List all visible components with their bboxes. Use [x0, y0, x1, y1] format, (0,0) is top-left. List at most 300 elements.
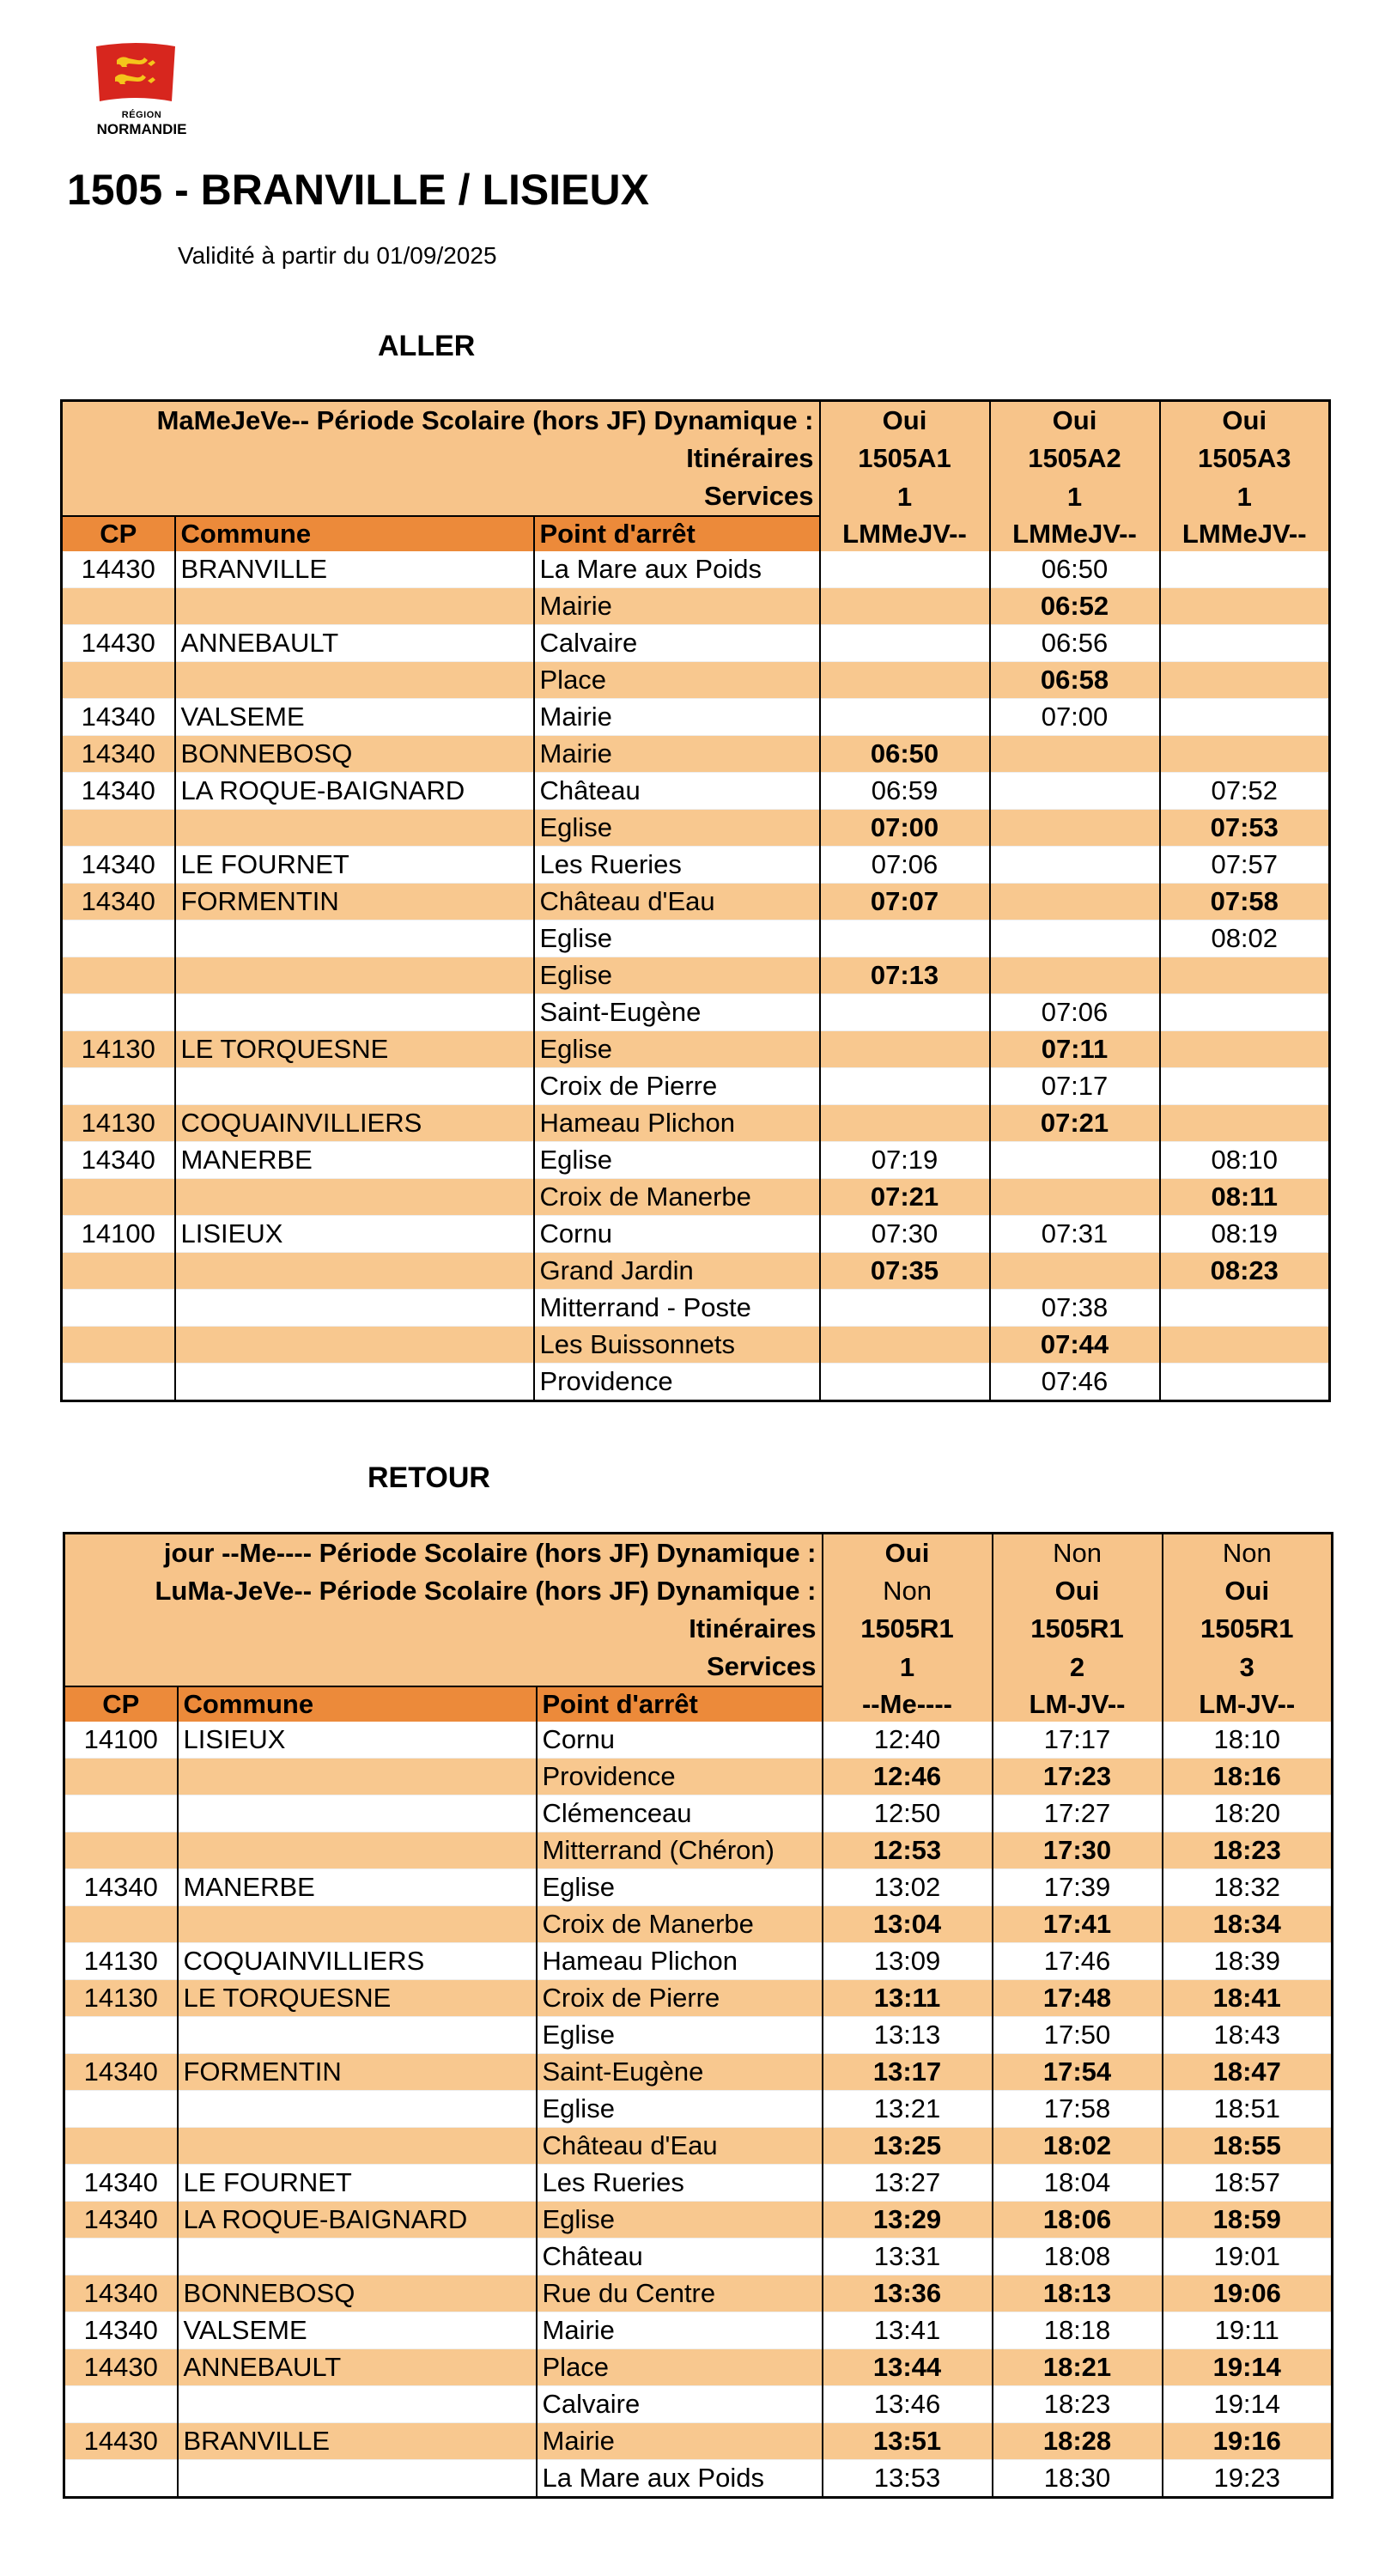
header-value: 1505R1 — [823, 1610, 993, 1648]
cell-stop: Les Buissonnets — [534, 1327, 820, 1364]
cell-commune: BRANVILLE — [175, 551, 534, 588]
cell-time: 13:53 — [823, 2460, 993, 2498]
cell-commune — [175, 1364, 534, 1401]
cell-time — [820, 1290, 990, 1327]
cell-time: 18:30 — [993, 2460, 1163, 2498]
cell-stop: Croix de Manerbe — [534, 1179, 820, 1216]
cell-time: 17:17 — [993, 1722, 1163, 1759]
cell-stop: Eglise — [537, 1869, 823, 1906]
cell-time: 06:56 — [990, 625, 1160, 662]
header-value: Oui — [993, 1572, 1163, 1610]
cell-time: 19:06 — [1163, 2275, 1333, 2312]
cell-time — [820, 1031, 990, 1068]
cell-cp: 14340 — [64, 2054, 178, 2091]
header-value: 1505A3 — [1160, 440, 1330, 477]
cell-time: 13:25 — [823, 2128, 993, 2165]
cell-time — [990, 920, 1160, 957]
table-row — [62, 1364, 1330, 1401]
table-row — [64, 2386, 1333, 2423]
table-row — [62, 920, 1330, 957]
header-value: Non — [993, 1534, 1163, 1573]
cell-time: 07:06 — [820, 847, 990, 884]
retour-column-header-row — [64, 1686, 1333, 1722]
cell-time — [1160, 699, 1330, 736]
cell-cp: 14130 — [64, 1980, 178, 2017]
aller-header-row-dynamic — [62, 401, 1330, 440]
cell-time: 13:04 — [823, 1906, 993, 1943]
table-row — [62, 1068, 1330, 1105]
table-row — [62, 884, 1330, 920]
table-row — [62, 736, 1330, 773]
header-label: Itinéraires — [64, 1610, 823, 1648]
cell-time: 12:53 — [823, 1832, 993, 1869]
cell-time: 07:06 — [990, 994, 1160, 1031]
header-value: 1 — [1160, 477, 1330, 516]
table-row — [62, 1327, 1330, 1364]
cell-time: 13:11 — [823, 1980, 993, 2017]
cell-time: 19:16 — [1163, 2423, 1333, 2460]
cell-cp: 14130 — [64, 1943, 178, 1980]
cell-time — [820, 1327, 990, 1364]
table-row — [62, 1142, 1330, 1179]
cell-commune: LE FOURNET — [175, 847, 534, 884]
cell-time: 12:46 — [823, 1759, 993, 1795]
cell-cp: 14100 — [62, 1216, 175, 1253]
cell-commune — [178, 1906, 537, 1943]
cell-stop: Cornu — [537, 1722, 823, 1759]
column-header-stop: Point d'arrêt — [534, 516, 820, 551]
header-label: Services — [62, 477, 820, 516]
cell-commune: MANERBE — [178, 1869, 537, 1906]
cell-time: 13:41 — [823, 2312, 993, 2349]
cell-time: 18:10 — [1163, 1722, 1333, 1759]
aller-section-title: ALLER — [378, 330, 476, 362]
table-row — [64, 2275, 1333, 2312]
cell-time: 18:51 — [1163, 2091, 1333, 2128]
cell-commune: LISIEUX — [178, 1722, 537, 1759]
cell-time — [1160, 957, 1330, 994]
header-value: Oui — [1163, 1572, 1333, 1610]
cell-time: 13:46 — [823, 2386, 993, 2423]
cell-time — [1160, 551, 1330, 588]
cell-cp: 14340 — [64, 2165, 178, 2202]
header-value: Non — [823, 1572, 993, 1610]
cell-stop: Croix de Manerbe — [537, 1906, 823, 1943]
cell-commune: BONNEBOSQ — [178, 2275, 537, 2312]
cell-cp: 14430 — [62, 551, 175, 588]
cell-time: 18:34 — [1163, 1906, 1333, 1943]
table-row — [64, 1943, 1333, 1980]
table-row — [62, 1105, 1330, 1142]
header-value: Oui — [1160, 401, 1330, 440]
table-row — [64, 2128, 1333, 2165]
cell-cp — [64, 1906, 178, 1943]
cell-stop: Croix de Pierre — [537, 1980, 823, 2017]
cell-commune — [178, 1759, 537, 1795]
cell-stop: Mairie — [534, 736, 820, 773]
header-value: 3 — [1163, 1648, 1333, 1686]
cell-time: 07:17 — [990, 1068, 1160, 1105]
cell-time: 19:11 — [1163, 2312, 1333, 2349]
header-value: Non — [1163, 1534, 1333, 1573]
table-row — [62, 1179, 1330, 1216]
cell-cp — [64, 2386, 178, 2423]
cell-time: 18:13 — [993, 2275, 1163, 2312]
cell-time: 17:58 — [993, 2091, 1163, 2128]
table-row — [62, 847, 1330, 884]
cell-time: 18:18 — [993, 2312, 1163, 2349]
cell-commune — [175, 994, 534, 1031]
cell-commune — [175, 920, 534, 957]
cell-cp: 14340 — [62, 847, 175, 884]
table-row — [64, 2202, 1333, 2239]
cell-commune: BRANVILLE — [178, 2423, 537, 2460]
cell-stop: Eglise — [537, 2202, 823, 2239]
cell-cp: 14340 — [62, 699, 175, 736]
cell-time: 08:02 — [1160, 920, 1330, 957]
cell-cp: 14130 — [62, 1031, 175, 1068]
retour-timetable — [63, 1532, 1333, 2499]
table-row — [64, 1759, 1333, 1795]
cell-time: 07:38 — [990, 1290, 1160, 1327]
table-row — [62, 1216, 1330, 1253]
cell-stop: Clémenceau — [537, 1795, 823, 1832]
cell-time — [990, 847, 1160, 884]
cell-time — [990, 884, 1160, 920]
cell-time: 19:01 — [1163, 2239, 1333, 2275]
table-row — [64, 1722, 1333, 1759]
cell-time — [820, 551, 990, 588]
cell-stop: Place — [534, 662, 820, 699]
cell-time: 18:32 — [1163, 1869, 1333, 1906]
cell-time: 13:44 — [823, 2349, 993, 2386]
service-days: LMMeJV-- — [820, 516, 990, 551]
cell-commune: LE TORQUESNE — [175, 1031, 534, 1068]
cell-cp — [64, 2239, 178, 2275]
cell-time — [1160, 662, 1330, 699]
cell-stop: Château d'Eau — [534, 884, 820, 920]
cell-stop: La Mare aux Poids — [534, 551, 820, 588]
header-value: Oui — [990, 401, 1160, 440]
cell-time — [1160, 994, 1330, 1031]
cell-time: 07:53 — [1160, 810, 1330, 847]
table-row — [64, 2165, 1333, 2202]
cell-cp — [64, 2017, 178, 2054]
cell-stop: Place — [537, 2349, 823, 2386]
cell-time: 06:50 — [820, 736, 990, 773]
cell-time: 18:20 — [1163, 1795, 1333, 1832]
cell-commune — [175, 1253, 534, 1290]
cell-stop: Eglise — [534, 1142, 820, 1179]
cell-time — [820, 920, 990, 957]
cell-time: 07:30 — [820, 1216, 990, 1253]
cell-commune: ANNEBAULT — [178, 2349, 537, 2386]
cell-commune — [178, 2460, 537, 2498]
cell-cp: 14340 — [62, 1142, 175, 1179]
cell-stop: Grand Jardin — [534, 1253, 820, 1290]
table-row — [62, 625, 1330, 662]
service-days: LMMeJV-- — [990, 516, 1160, 551]
cell-commune: LE TORQUESNE — [178, 1980, 537, 2017]
cell-commune: LE FOURNET — [178, 2165, 537, 2202]
table-row — [64, 1980, 1333, 2017]
cell-time: 13:27 — [823, 2165, 993, 2202]
header-label: jour --Me---- Période Scolaire (hors JF) Dynamique : — [64, 1534, 823, 1573]
cell-time: 17:23 — [993, 1759, 1163, 1795]
cell-time: 12:40 — [823, 1722, 993, 1759]
cell-time — [1160, 736, 1330, 773]
cell-stop: Providence — [537, 1759, 823, 1795]
cell-cp: 14130 — [62, 1105, 175, 1142]
cell-time: 18:06 — [993, 2202, 1163, 2239]
cell-time: 17:54 — [993, 2054, 1163, 2091]
cell-time: 08:11 — [1160, 1179, 1330, 1216]
cell-time: 18:21 — [993, 2349, 1163, 2386]
cell-time — [820, 1068, 990, 1105]
cell-time: 07:46 — [990, 1364, 1160, 1401]
cell-cp — [62, 1068, 175, 1105]
cell-cp — [64, 1832, 178, 1869]
header-label: LuMa-JeVe-- Période Scolaire (hors JF) Dynamique : — [64, 1572, 823, 1610]
table-row — [62, 957, 1330, 994]
cell-commune — [175, 1290, 534, 1327]
cell-cp — [62, 1179, 175, 1216]
logo-text-region: RÉGION — [121, 110, 162, 120]
cell-time: 18:04 — [993, 2165, 1163, 2202]
cell-time — [990, 957, 1160, 994]
cell-commune: BONNEBOSQ — [175, 736, 534, 773]
cell-stop: Providence — [534, 1364, 820, 1401]
cell-time — [1160, 588, 1330, 625]
header-value: 1505R1 — [993, 1610, 1163, 1648]
header-value: 2 — [993, 1648, 1163, 1686]
cell-commune: FORMENTIN — [175, 884, 534, 920]
cell-commune: LA ROQUE-BAIGNARD — [175, 773, 534, 810]
cell-time — [820, 1364, 990, 1401]
cell-cp — [62, 662, 175, 699]
cell-cp: 14340 — [64, 2312, 178, 2349]
retour-header-row-other-days — [64, 1572, 1333, 1610]
cell-stop: Mairie — [534, 699, 820, 736]
cell-commune: VALSEME — [175, 699, 534, 736]
cell-cp — [62, 1364, 175, 1401]
cell-time — [990, 1142, 1160, 1179]
table-row — [64, 2349, 1333, 2386]
cell-time — [1160, 1031, 1330, 1068]
cell-cp — [62, 588, 175, 625]
table-row — [64, 2091, 1333, 2128]
cell-stop: Eglise — [534, 957, 820, 994]
service-days: LM-JV-- — [1163, 1686, 1333, 1722]
table-row — [64, 2460, 1333, 2498]
table-row — [62, 1253, 1330, 1290]
cell-time: 18:43 — [1163, 2017, 1333, 2054]
column-header-cp: CP — [62, 516, 175, 551]
cell-cp: 14340 — [62, 736, 175, 773]
cell-time: 06:52 — [990, 588, 1160, 625]
cell-commune: COQUAINVILLIERS — [178, 1943, 537, 1980]
cell-time — [820, 588, 990, 625]
cell-stop: Rue du Centre — [537, 2275, 823, 2312]
column-header-commune: Commune — [178, 1686, 537, 1722]
cell-commune — [178, 2239, 537, 2275]
table-row — [64, 1795, 1333, 1832]
cell-commune — [178, 2386, 537, 2423]
cell-time: 07:13 — [820, 957, 990, 994]
cell-time: 19:14 — [1163, 2349, 1333, 2386]
cell-stop: Les Rueries — [537, 2165, 823, 2202]
cell-cp — [62, 1290, 175, 1327]
cell-time: 07:21 — [820, 1179, 990, 1216]
cell-commune — [175, 810, 534, 847]
cell-time: 18:39 — [1163, 1943, 1333, 1980]
cell-cp: 14340 — [64, 2202, 178, 2239]
cell-time: 08:23 — [1160, 1253, 1330, 1290]
cell-stop: Saint-Eugène — [534, 994, 820, 1031]
cell-commune: VALSEME — [178, 2312, 537, 2349]
cell-time: 17:27 — [993, 1795, 1163, 1832]
cell-stop: Eglise — [534, 920, 820, 957]
cell-commune — [175, 1068, 534, 1105]
cell-stop: Mairie — [537, 2423, 823, 2460]
cell-stop: Eglise — [534, 1031, 820, 1068]
cell-time: 18:08 — [993, 2239, 1163, 2275]
aller-header-row-services — [62, 477, 1330, 516]
cell-commune: COQUAINVILLIERS — [175, 1105, 534, 1142]
cell-time: 07:58 — [1160, 884, 1330, 920]
cell-stop: Hameau Plichon — [537, 1943, 823, 1980]
cell-stop: Les Rueries — [534, 847, 820, 884]
cell-stop: Eglise — [537, 2091, 823, 2128]
service-days: --Me---- — [823, 1686, 993, 1722]
aller-timetable — [60, 399, 1331, 1402]
cell-cp — [62, 957, 175, 994]
cell-time — [1160, 1068, 1330, 1105]
cell-time: 06:58 — [990, 662, 1160, 699]
cell-time: 18:28 — [993, 2423, 1163, 2460]
aller-rows — [62, 551, 1330, 1401]
table-row — [64, 2312, 1333, 2349]
cell-stop: Cornu — [534, 1216, 820, 1253]
table-row — [64, 1832, 1333, 1869]
cell-cp: 14100 — [64, 1722, 178, 1759]
table-row — [62, 588, 1330, 625]
cell-stop: Mairie — [534, 588, 820, 625]
cell-cp — [62, 1253, 175, 1290]
cell-time: 17:46 — [993, 1943, 1163, 1980]
cell-cp — [64, 1759, 178, 1795]
column-header-cp: CP — [64, 1686, 178, 1722]
cell-time: 07:31 — [990, 1216, 1160, 1253]
cell-stop: Mairie — [537, 2312, 823, 2349]
cell-time — [820, 994, 990, 1031]
cell-stop: La Mare aux Poids — [537, 2460, 823, 2498]
column-header-commune: Commune — [175, 516, 534, 551]
cell-time: 13:51 — [823, 2423, 993, 2460]
cell-commune: MANERBE — [175, 1142, 534, 1179]
cell-time — [1160, 625, 1330, 662]
cell-stop: Château — [534, 773, 820, 810]
cell-time — [820, 662, 990, 699]
cell-time: 13:31 — [823, 2239, 993, 2275]
cell-stop: Croix de Pierre — [534, 1068, 820, 1105]
retour-header-row-itineraires — [64, 1610, 1333, 1648]
header-label: MaMeJeVe-- Période Scolaire (hors JF) Dynamique : — [62, 401, 820, 440]
cell-stop: Eglise — [537, 2017, 823, 2054]
page-title: 1505 - BRANVILLE / LISIEUX — [67, 166, 649, 214]
cell-cp — [62, 810, 175, 847]
service-days: LMMeJV-- — [1160, 516, 1330, 551]
cell-commune: LA ROQUE-BAIGNARD — [178, 2202, 537, 2239]
cell-time: 18:23 — [1163, 1832, 1333, 1869]
table-row — [62, 551, 1330, 588]
cell-time: 17:50 — [993, 2017, 1163, 2054]
table-row — [62, 810, 1330, 847]
table-row — [62, 1031, 1330, 1068]
cell-time: 13:17 — [823, 2054, 993, 2091]
header-value: 1 — [823, 1648, 993, 1686]
header-value: 1 — [990, 477, 1160, 516]
cell-time: 13:13 — [823, 2017, 993, 2054]
cell-time: 18:57 — [1163, 2165, 1333, 2202]
cell-commune — [178, 2128, 537, 2165]
header-value: Oui — [823, 1534, 993, 1573]
cell-stop: Château d'Eau — [537, 2128, 823, 2165]
cell-time: 07:00 — [820, 810, 990, 847]
cell-time — [1160, 1364, 1330, 1401]
cell-time: 17:30 — [993, 1832, 1163, 1869]
cell-cp: 14340 — [64, 2275, 178, 2312]
cell-time: 17:48 — [993, 1980, 1163, 2017]
cell-stop: Mitterrand (Chéron) — [537, 1832, 823, 1869]
cell-commune — [175, 957, 534, 994]
header-label: Itinéraires — [62, 440, 820, 477]
cell-time: 19:23 — [1163, 2460, 1333, 2498]
table-row — [64, 1869, 1333, 1906]
cell-cp — [62, 920, 175, 957]
cell-time: 17:39 — [993, 1869, 1163, 1906]
cell-time: 13:02 — [823, 1869, 993, 1906]
cell-commune — [178, 2091, 537, 2128]
cell-time — [990, 1179, 1160, 1216]
header-value: 1505A2 — [990, 440, 1160, 477]
table-row — [64, 2239, 1333, 2275]
aller-header-row-itineraires — [62, 440, 1330, 477]
cell-time: 07:00 — [990, 699, 1160, 736]
table-row — [62, 773, 1330, 810]
cell-commune: ANNEBAULT — [175, 625, 534, 662]
cell-time — [990, 810, 1160, 847]
aller-column-header-row — [62, 516, 1330, 551]
cell-time: 18:59 — [1163, 2202, 1333, 2239]
cell-cp — [62, 1327, 175, 1364]
table-row — [62, 994, 1330, 1031]
table-row — [64, 1906, 1333, 1943]
logo-text-normandie: NORMANDIE — [96, 121, 187, 137]
table-row — [64, 2054, 1333, 2091]
cell-cp: 14340 — [62, 773, 175, 810]
cell-time — [990, 773, 1160, 810]
cell-cp — [64, 2091, 178, 2128]
table-row — [62, 699, 1330, 736]
validity-date: Validité à partir du 01/09/2025 — [178, 242, 497, 269]
cell-commune — [178, 1832, 537, 1869]
cell-commune — [175, 1179, 534, 1216]
column-header-stop: Point d'arrêt — [537, 1686, 823, 1722]
cell-stop: Hameau Plichon — [534, 1105, 820, 1142]
header-value: 1505R1 — [1163, 1610, 1333, 1648]
cell-time — [1160, 1327, 1330, 1364]
